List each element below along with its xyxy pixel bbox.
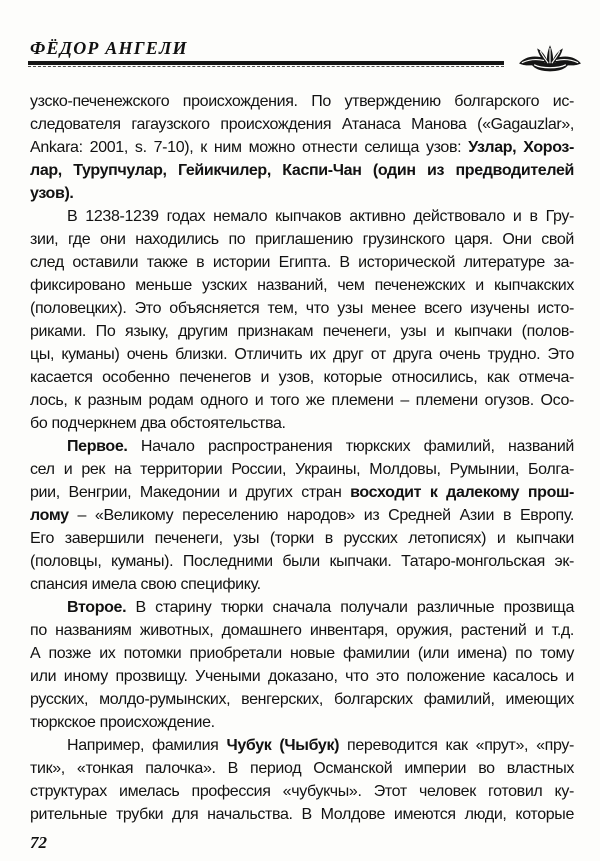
bold-text: восходит к далекому прош- — [350, 484, 574, 501]
text-line — [30, 688, 574, 711]
text-line — [30, 757, 574, 780]
text-line — [30, 90, 574, 113]
text: (половцы, куманы). Последними были кыпчаки. Татаро-монгольская эк- — [30, 553, 574, 570]
bold-text: лому — [30, 507, 69, 524]
bold-text: Второе. — [67, 599, 127, 616]
text: А позже их потомки приобретали новые фамилии (или имена) по тому — [30, 645, 574, 662]
text-line — [30, 182, 574, 205]
text: Начало распространения тюркских фамилий, названий — [127, 438, 574, 455]
text-line — [30, 412, 574, 435]
text-line — [30, 251, 574, 274]
text: риками. По языку, другим признакам печенеги, узы и кыпчаки (полов- — [30, 323, 574, 340]
bold-text: узов). — [30, 185, 74, 202]
text-line — [30, 113, 574, 136]
text: рии, Венгрии, Македонии и других стран — [30, 484, 351, 501]
text-line — [30, 481, 574, 504]
text: или иному прозвищу. Учеными доказано, что это положение касалось и — [30, 668, 574, 685]
bold-text: лар, Турупчулар, Гейикчилер, Каспи-Чан (один из предводителей — [30, 162, 574, 179]
text-line — [30, 228, 574, 251]
text-line — [30, 780, 574, 803]
text: (половецких). Это объясняется тем, что узы менее всего изучены исто- — [30, 300, 574, 317]
text: спансия имела свою специфику. — [30, 576, 261, 593]
text: лось, к разным родам одного и того же племени – племени огузов. Осо- — [30, 392, 574, 409]
text: Его завершили печенеги, узы (торки в русских летописях) и кыпчаки — [30, 530, 574, 547]
text: касается особенно печенегов и узов, которые относились, как отмеча- — [30, 369, 574, 386]
text-line — [30, 734, 574, 757]
text-line — [30, 665, 574, 688]
text-line — [30, 274, 574, 297]
paragraph — [30, 734, 574, 826]
text-line — [30, 435, 574, 458]
text: – «Великому переселению народов» из Средней Азии в Европу. — [68, 507, 574, 524]
text: след оставили также в истории Египта. В исторической литературе за- — [30, 254, 574, 271]
text-line — [30, 527, 574, 550]
text: В 1238-1239 годах немало кыпчаков активно действовало и в Гру- — [67, 208, 574, 225]
text: цы, куманы) очень близки. Отличить их друг от друга очень трудно. Это — [30, 346, 574, 363]
bold-text: Узлар, Хороз- — [468, 139, 574, 156]
text-line — [30, 320, 574, 343]
text-line — [30, 619, 574, 642]
text-line — [30, 642, 574, 665]
text-line — [30, 711, 574, 734]
text-line — [30, 573, 574, 596]
text-line — [30, 803, 574, 826]
palmette-ornament-icon — [518, 44, 582, 72]
text: фиксировано меньше узских названий, чем печенежских и кыпчакских — [30, 277, 574, 294]
text-line — [30, 297, 574, 320]
text: рительные трубки для начальства. В Молдове имеются люди, которые — [30, 806, 574, 823]
text-line — [30, 389, 574, 412]
text: сел и рек на территории России, Украины, Молдовы, Румынии, Болга- — [30, 461, 574, 478]
bold-text: Первое. — [67, 438, 128, 455]
text-line — [30, 136, 574, 159]
text: русских, молдо-румынских, венгерских, болгарских фамилий, имеющих — [30, 691, 574, 708]
text: переводится как «прут», «пру- — [339, 737, 574, 754]
bold-text: Чубук (Чыбук) — [226, 737, 340, 754]
page-number: 72 — [30, 833, 47, 852]
text: тюркское происхождение. — [30, 714, 215, 731]
text: бо подчеркнем два обстоятельства. — [30, 415, 286, 432]
text-line — [30, 504, 574, 527]
text: следователя гагаузского происхождения Атанаса Манова («Gagauzlar», — [30, 116, 574, 133]
text: узско-печенежского происхождения. По утверждению болгарского ис- — [30, 93, 574, 110]
paragraph — [30, 596, 574, 734]
header-rule-shadow — [28, 66, 504, 67]
text-line — [30, 550, 574, 573]
paragraph — [30, 205, 574, 435]
text-line — [30, 159, 574, 182]
text-line — [30, 205, 574, 228]
text-line — [30, 366, 574, 389]
text: зии, где они находились по приглашению грузинского царя. Они свой — [30, 231, 574, 248]
text: В старину тюрки сначала получали различные прозвища — [126, 599, 574, 616]
text: тик», «тонкая палочка». В период Османской империи во властных — [30, 760, 574, 777]
text: Например, фамилия — [67, 737, 227, 754]
header-rule — [28, 61, 504, 65]
text-line — [30, 596, 574, 619]
text-line — [30, 343, 574, 366]
running-head-author: ФЁДОР АНГЕЛИ — [30, 38, 188, 58]
paragraph — [30, 90, 574, 205]
paragraph — [30, 435, 574, 596]
text: Ankara: 2001, s. 7-10), к ним можно отнести селища узов: — [30, 139, 469, 156]
body-text — [30, 90, 574, 826]
text-line — [30, 458, 574, 481]
text: по названиям животных, домашнего инвентаря, оружия, растений и т.д. — [30, 622, 574, 639]
text: структурах имелась профессия «чубукчы». Этот человек готовил ку- — [30, 783, 574, 800]
